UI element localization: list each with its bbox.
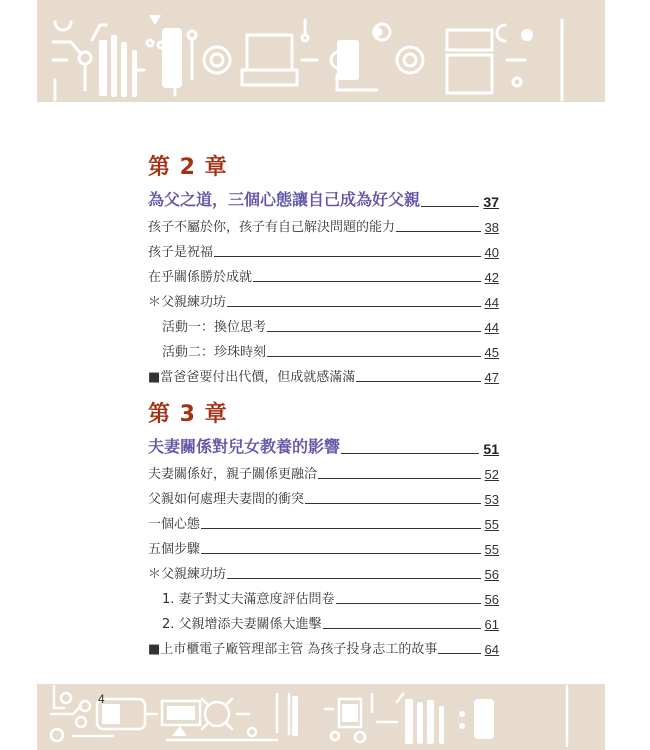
toc-entry-title: ■當爸爸要付出代價，但成就感滿滿	[148, 370, 356, 385]
chapter-3-toc	[148, 428, 499, 658]
toc-entry[interactable]	[148, 633, 499, 658]
toc-entry-page: 53	[484, 492, 499, 507]
toc-entry-title: 父親如何處理夫妻間的衝突	[148, 492, 305, 507]
toc-entry-page: 55	[484, 517, 499, 532]
toc-entry-page: 55	[484, 542, 499, 557]
toc-entry[interactable]	[148, 558, 499, 583]
toc-entry-title: ■上市櫃電子廠管理部主管 為孩子投身志工的故事	[148, 642, 438, 657]
leader-line	[421, 206, 479, 207]
toc-entry-title: 在乎關係勝於成就	[148, 270, 253, 285]
toc-entry-indent[interactable]	[148, 311, 499, 336]
toc-entry-section[interactable]	[148, 428, 499, 458]
toc-entry-page: 45	[484, 345, 499, 360]
toc-entry-page: 52	[484, 467, 499, 482]
toc-entry[interactable]	[148, 361, 499, 386]
toc-entry-title: 孩子是祝福	[148, 245, 214, 260]
toc-entry-title: ＊父親練功坊	[148, 567, 227, 582]
leader-line	[336, 603, 481, 604]
toc-entry[interactable]	[148, 211, 499, 236]
leader-line	[323, 628, 481, 629]
circuit-pattern-icon	[37, 0, 605, 102]
toc-entry-title: 活動一：換位思考	[162, 320, 267, 335]
toc-entry-title: 五個步驟	[148, 542, 201, 557]
toc-entry[interactable]	[148, 508, 499, 533]
toc-entry-title: 一個心態	[148, 517, 201, 532]
toc-entry-page: 42	[484, 270, 499, 285]
leader-line	[305, 503, 481, 504]
toc-entry[interactable]	[148, 483, 499, 508]
toc-entry-page: 38	[484, 220, 499, 235]
chapter-2-toc	[148, 181, 499, 386]
leader-line	[356, 381, 480, 382]
toc-entry-title: 夫妻關係好，親子關係更融洽	[148, 467, 318, 482]
toc-entry-page: 47	[484, 370, 499, 385]
leader-line	[318, 478, 481, 479]
chapter-2-heading: 第 2 章	[148, 155, 228, 180]
leader-line	[341, 453, 479, 454]
toc-entry-page: 37	[483, 194, 499, 210]
toc-entry-page: 44	[484, 320, 499, 335]
toc-entry-title: 夫妻關係對兒女教養的影響	[148, 437, 341, 456]
leader-line	[227, 578, 481, 579]
toc-entry-page: 56	[484, 592, 499, 607]
page-number: 4	[98, 692, 105, 706]
toc-entry-title: 孩子不屬於你，孩子有自己解決問題的能力	[148, 220, 396, 235]
toc-entry[interactable]	[148, 236, 499, 261]
leader-line	[267, 356, 481, 357]
leader-line	[201, 528, 481, 529]
leader-line	[438, 653, 480, 654]
top-decorative-banner	[37, 0, 605, 102]
leader-line	[227, 306, 481, 307]
toc-entry-indent[interactable]	[148, 608, 499, 633]
toc-entry-page: 64	[484, 642, 499, 657]
toc-entry-page: 44	[484, 295, 499, 310]
leader-line	[214, 256, 481, 257]
leader-line	[396, 231, 481, 232]
bottom-decorative-banner	[37, 684, 605, 750]
toc-entry-section[interactable]	[148, 181, 499, 211]
toc-entry-page: 51	[483, 441, 499, 457]
toc-entry-indent[interactable]	[148, 336, 499, 361]
leader-line	[253, 281, 481, 282]
toc-entry[interactable]	[148, 458, 499, 483]
toc-entry-page: 56	[484, 567, 499, 582]
toc-entry-title: 1. 妻子對丈夫滿意度評估問卷	[162, 592, 335, 607]
toc-entry-page: 40	[484, 245, 499, 260]
toc-entry-page: 61	[484, 617, 499, 632]
circuit-pattern-icon	[37, 684, 605, 750]
chapter-3-heading: 第 3 章	[148, 402, 228, 427]
toc-entry[interactable]	[148, 533, 499, 558]
toc-entry-title: 活動二：珍珠時刻	[162, 345, 267, 360]
leader-line	[267, 331, 481, 332]
toc-entry-title: ＊父親練功坊	[148, 295, 227, 310]
toc-entry-title: 為父之道，三個心態讓自己成為好父親	[148, 190, 421, 209]
toc-entry-indent[interactable]	[148, 583, 499, 608]
leader-line	[201, 553, 481, 554]
toc-entry[interactable]	[148, 286, 499, 311]
toc-entry[interactable]	[148, 261, 499, 286]
toc-entry-title: 2. 父親增添夫妻關係大進擊	[162, 617, 322, 632]
